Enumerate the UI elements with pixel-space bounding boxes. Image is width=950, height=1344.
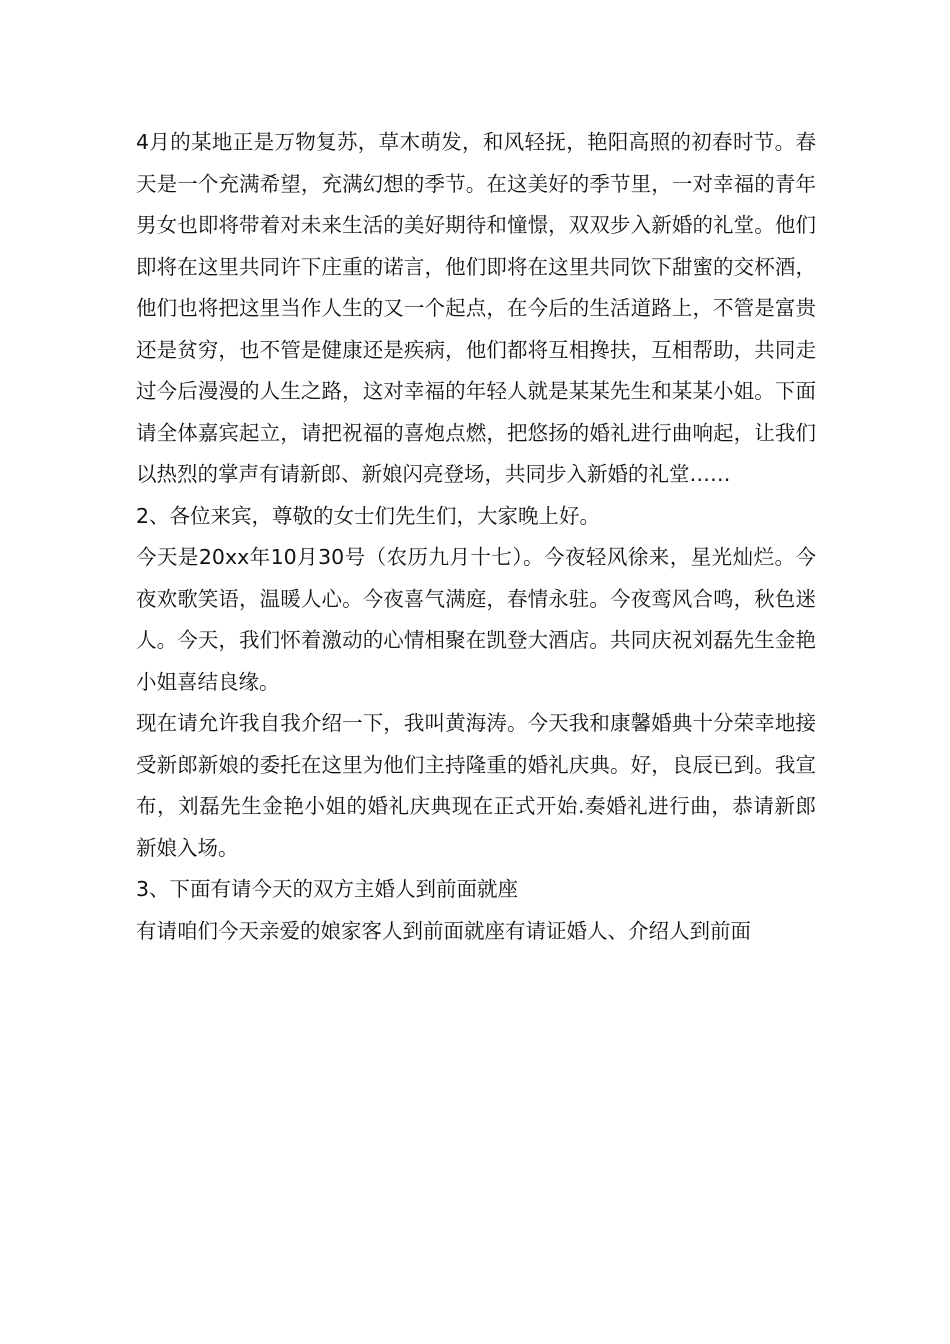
paragraph-5: 3、下面有请今天的双方主婚人到前面就座 — [136, 877, 519, 901]
paragraph-1: 4月的某地正是万物复苏，草木萌发，和风轻抚，艳阳高照的初春时节。春天是一个充满希望，充满幻想的季节。在这美好的季节里，一对幸福的青年男女也即将带着对未来生活的美好期待和憧憬，双双步入新婚的礼堂。他们即将在这里共同许下庄重的诺言，他们即将在这里共同饮下甜蜜的交杯酒，他们也将把这里当作人生的又一个起点，在今后的生活道路上，不管是富贵还是贫穷，也不管是健康还是疾病，他们都将互相搀扶，互相帮助，共同走过今后漫漫的人生之路，这对幸福的年轻人就是某某先生和某某小姐。下面请全体嘉宾起立，请把祝福的喜炮点燃，把悠扬的婚礼进行曲响起，让我们以热烈的掌声有请新郎、新娘闪亮登场，共同步入新婚的礼堂…… — [136, 130, 816, 486]
paragraph-6: 有请咱们今天亲爱的娘家客人到前面就座有请证婚人、介绍人到前面 — [136, 918, 751, 943]
paragraph-3: 今天是20xx年10月30号（农历九月十七）。今夜轻风徐来，星光灿烂。今夜欢歌笑语，温暖人心。今夜喜气满庭，春情永驻。今夜鸾风合鸣，秋色迷人。今天，我们怀着激动的心情相聚在凯登大酒店。共同庆祝刘磊先生金艳小姐喜结良缘。 — [136, 545, 816, 694]
paragraph-4: 现在请允许我自我介绍一下，我叫黄海涛。今天我和康馨婚典十分荣幸地接受新郎新娘的委托在这里为他们主持隆重的婚礼庆典。好，良辰已到。我宣布，刘磊先生金艳小姐的婚礼庆典现在正式开始.奏婚礼进行曲，恭请新郎新娘入场。 — [136, 711, 816, 860]
document-body — [136, 122, 816, 952]
paragraph-2: 2、各位来宾，尊敬的女士们先生们，大家晚上好。 — [136, 503, 601, 528]
